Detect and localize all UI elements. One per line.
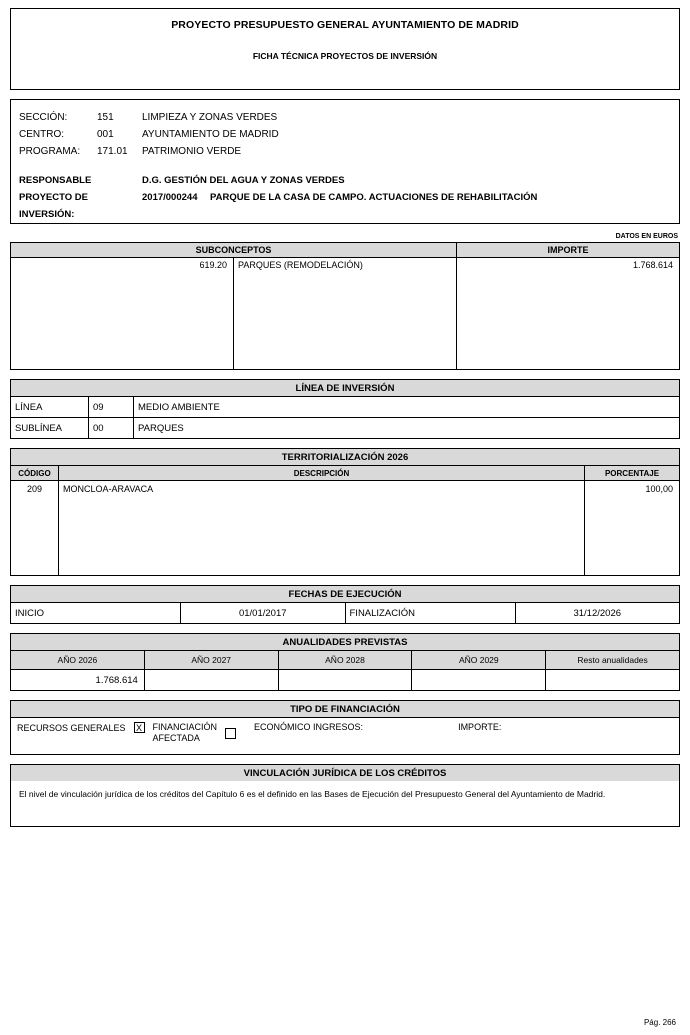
finalizacion-value: 31/12/2026 [515,603,680,624]
subconceptos-table [10,242,680,370]
anualidades-header-row [11,651,680,670]
linea-label: LÍNEA [11,397,89,418]
anualidad-value [546,670,680,691]
page-title: PROYECTO PRESUPUESTO GENERAL AYUNTAMIENTO DE MADRID [171,19,519,31]
responsable-label: RESPONSABLE [19,175,92,186]
subconcepto-code: 619.20 [11,258,234,370]
anualidad-value [278,670,412,691]
descripcion-col-header: DESCRIPCIÓN [59,466,585,481]
territorializacion-title: TERRITORIALIZACIÓN 2026 [10,448,680,465]
anualidad-value [412,670,546,691]
vinculacion-text: El nivel de vinculación jurídica de los créditos del Capítulo 6 es el definido en las Bases de Ejecución del Presupuesto General del Ayuntamiento de Madrid. [10,781,680,827]
financiacion-afectada-label-2: AFECTADA [152,733,200,743]
inicio-label: INICIO [11,603,181,624]
codigo-col-header: CÓDIGO [11,466,59,481]
table-row [11,481,680,576]
anualidad-col-header: Resto anualidades [546,651,680,670]
centro-label: CENTRO: [19,129,64,140]
subconcepto-importe: 1.768.614 [457,258,680,370]
anualidades-block [10,633,680,691]
centro-value: AYUNTAMIENTO DE MADRID [142,129,279,140]
fechas-ejecucion-table [10,602,680,624]
linea-value: MEDIO AMBIENTE [134,397,680,418]
identification-block [10,99,680,224]
document-header [10,8,680,90]
anualidad-value: 1.768.614 [11,670,145,691]
recursos-generales-label: RECURSOS GENERALES [17,722,126,733]
subconceptos-col-header: SUBCONCEPTOS [11,243,457,258]
economico-ingresos-label: ECONÓMICO INGRESOS: [254,722,364,732]
finalizacion-label: FINALIZACIÓN [345,603,515,624]
subconceptos-header-row [11,243,680,258]
territorializacion-codigo: 209 [11,481,59,576]
financiacion-afectada-checkbox[interactable] [225,728,236,739]
anualidades-table [10,650,680,691]
linea-code: 09 [89,397,134,418]
programa-label: PROGRAMA: [19,146,81,157]
fechas-ejecucion-block [10,585,680,624]
recursos-generales-item [17,722,153,733]
seccion-code: 151 [97,112,114,123]
anualidad-col-header: AÑO 2027 [144,651,278,670]
territorializacion-header-row [11,466,680,481]
territorializacion-descripcion: MONCLOA-ARAVACA [59,481,585,576]
proyecto-row [19,189,671,223]
anualidad-col-header: AÑO 2026 [11,651,145,670]
inicio-value: 01/01/2017 [181,603,346,624]
recursos-generales-checkbox[interactable]: X [134,722,145,733]
vinculacion-block [10,764,680,827]
table-row [11,670,680,691]
sublinea-label: SUBLÍNEA [11,418,89,439]
sublinea-value: PARQUES [134,418,680,439]
table-row [11,258,680,370]
table-row [11,418,680,439]
responsable-value: D.G. GESTIÓN DEL AGUA Y ZONAS VERDES [142,175,345,186]
anualidades-title: ANUALIDADES PREVISTAS [10,633,680,650]
territorializacion-porcentaje: 100,00 [585,481,680,576]
linea-inversion-title: LÍNEA DE INVERSIÓN [10,379,680,396]
table-row [11,603,680,624]
linea-inversion-table [10,396,680,439]
linea-inversion-block [10,379,680,439]
proyecto-code: 2017/000244 [142,192,198,203]
centro-row [19,126,671,143]
fechas-ejecucion-title: FECHAS DE EJECUCIÓN [10,585,680,602]
porcentaje-col-header: PORCENTAJE [585,466,680,481]
importe-item [458,722,501,732]
sublinea-code: 00 [89,418,134,439]
territorializacion-block [10,448,680,576]
datos-en-euros-note: DATOS EN EUROS [615,233,678,240]
financiacion-afectada-item [153,722,245,744]
anualidad-col-header: AÑO 2028 [278,651,412,670]
page-number: Pág. 266 [643,1018,676,1027]
financiacion-content [10,717,680,755]
financiacion-afectada-label: FINANCIACIÓN [152,722,218,732]
centro-code: 001 [97,129,114,140]
subconcepto-desc: PARQUES (REMODELACIÓN) [234,258,457,370]
proyecto-label: PROYECTO DE INVERSIÓN: [19,192,88,220]
seccion-value: LIMPIEZA Y ZONAS VERDES [142,112,278,123]
vinculacion-title: VINCULACIÓN JURÍDICA DE LOS CRÉDITOS [10,764,680,781]
seccion-label: SECCIÓN: [19,112,68,123]
anualidad-col-header: AÑO 2029 [412,651,546,670]
programa-code: 171.01 [97,146,128,157]
programa-value: PATRIMONIO VERDE [142,146,242,157]
responsable-row [19,172,671,189]
programa-row [19,143,671,160]
financiacion-block [10,700,680,755]
page-subtitle: FICHA TÉCNICA PROYECTOS DE INVERSIÓN [252,51,438,61]
economico-ingresos-item [254,722,363,732]
importe-col-header: IMPORTE [457,243,680,258]
seccion-row [19,109,671,126]
territorializacion-table [10,465,680,576]
anualidad-value [144,670,278,691]
financiacion-title: TIPO DE FINANCIACIÓN [10,700,680,717]
proyecto-value: PARQUE DE LA CASA DE CAMPO. ACTUACIONES DE REHABILITACIÓN [210,192,538,203]
table-row [11,397,680,418]
importe-label: IMPORTE: [458,722,502,732]
